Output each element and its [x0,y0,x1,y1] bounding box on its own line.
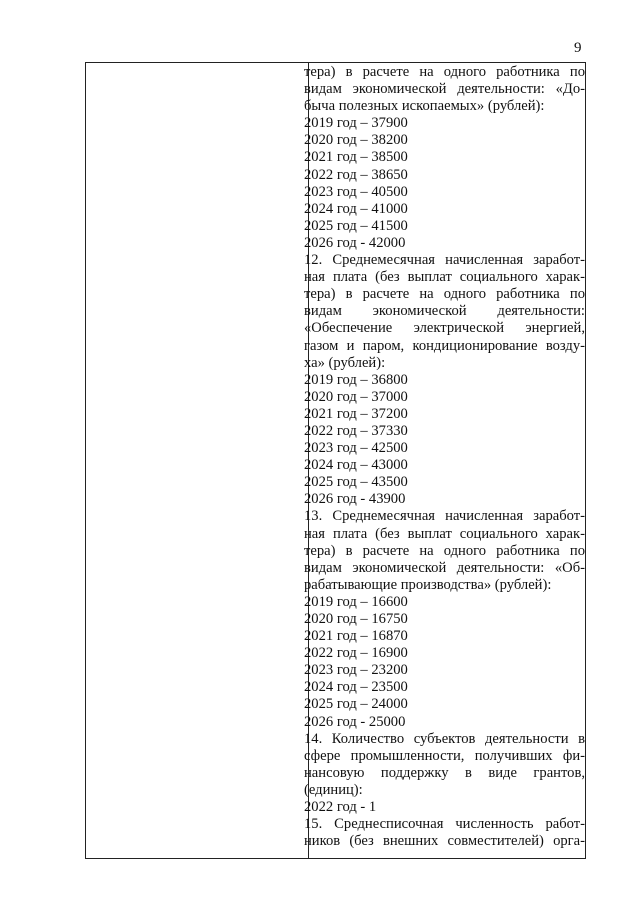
text-line: 2020 год – 38200 [304,132,408,149]
text-line: тера) в расчете на одного работника по [304,542,585,559]
document-table [85,62,586,859]
text-line: газом и паром, кондиционирование возду- [304,337,585,354]
text-line: видам экономической деятельности: «Об- [304,559,585,576]
text-line: 2019 год – 37900 [304,115,408,132]
text-line: 15. Среднесписочная численность работ- [304,816,585,833]
text-line: 2026 год - 25000 [304,713,406,730]
text-line: 2020 год – 16750 [304,611,408,627]
text-line: 2023 год – 23200 [304,662,408,679]
text-line: 14. Количество субъектов деятельности в [304,730,585,747]
text-line: 2025 год – 43500 [304,474,408,491]
text-line: 2022 год – 37330 [304,422,408,439]
text-line: 12. Среднемесячная начисленная заработ- [304,252,585,269]
text-line: 2022 год – 16900 [304,645,408,662]
text-line: 2025 год – 24000 [304,696,408,713]
text-line: 2019 год – 36800 [304,371,408,388]
text-line: 2026 год - 43900 [304,491,406,508]
text-line: 2021 год – 37200 [304,405,408,422]
right-column-cell [304,64,585,850]
text-line: 2023 год – 42500 [304,440,408,457]
text-line: 2020 год – 37000 [304,388,408,405]
text-line: 2022 год - 1 [304,799,377,816]
text-line: ха» (рублей): [304,354,386,371]
text-line: быча полезных ископаемых» (рублей): [304,98,545,115]
page-number: 9 [574,40,582,56]
text-line: нансовую поддержку в виде грантов, [304,764,585,781]
text-line: 2024 год – 43000 [304,457,408,474]
text-line: тера) в расчете на одного работника по [304,286,585,303]
text-line: 2024 год – 23500 [304,679,408,696]
text-line: ная плата (без выплат социального харак- [304,525,585,542]
text-line: 2025 год – 41500 [304,217,408,234]
text-line: видам экономической деятельности: «До- [304,81,585,98]
text-line: 2021 год – 38500 [304,149,408,166]
text-line: 13. Среднемесячная начисленная заработ- [304,508,585,525]
text-line: 2023 год – 40500 [304,183,408,200]
text-line: видам экономической деятельности: [304,303,585,320]
text-line: 2021 год – 16870 [304,628,408,645]
text-line: 2026 год - 42000 [304,234,406,251]
text-line: «Обеспечение электрической энергией, [304,320,585,337]
text-line: ников (без внешних совместителей) орга- [304,833,585,850]
text-line: 2024 год – 41000 [304,200,408,217]
text-line: ная плата (без выплат социального харак- [304,269,585,286]
text-line: 2022 год – 38650 [304,166,408,183]
text-line: (единиц): [304,781,363,798]
text-line: рабатывающие производства» (рублей): [304,576,552,593]
text-line: сфере промышленности, получивших фи- [304,747,585,764]
text-line: 2019 год – 16600 [304,593,408,610]
text-line: тера) в расчете на одного работника по [304,64,585,80]
